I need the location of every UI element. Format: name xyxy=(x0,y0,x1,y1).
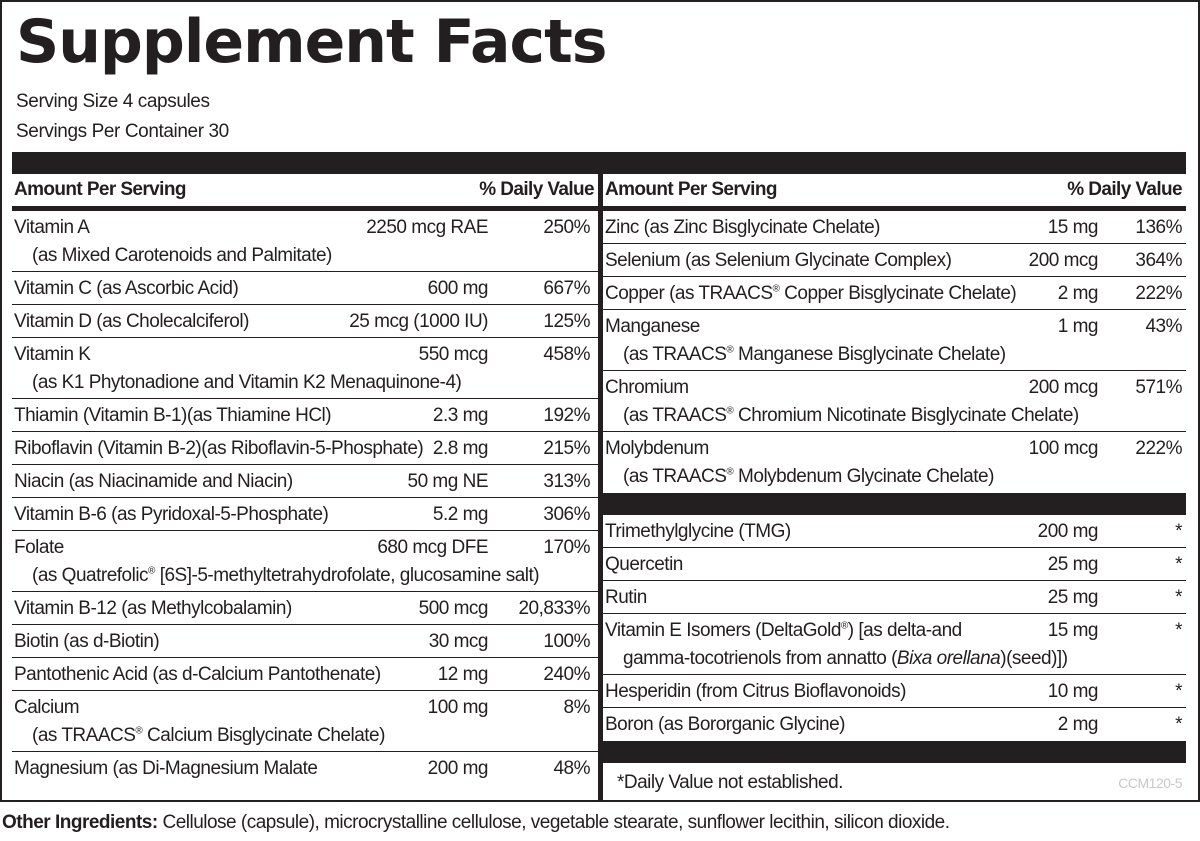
nutrient-amount: 100 mg xyxy=(427,697,488,718)
nutrient-source: (as Mixed Carotenoids and Palmitate) xyxy=(32,245,332,266)
nutrient-daily-value: 364% xyxy=(1135,250,1182,271)
right-column xyxy=(603,174,1186,799)
nutrient-row xyxy=(603,708,1186,741)
nutrient-name: Pantothenic Acid (as d-Calcium Pantothenate) xyxy=(14,664,381,685)
nutrient-name: Rutin xyxy=(605,587,647,608)
nutrient-name: Hesperidin (from Citrus Bioflavonoids) xyxy=(605,681,906,702)
nutrient-amount: 500 mcg xyxy=(418,598,488,619)
other-ingredients-text: Cellulose (capsule), microcrystalline cellulose, vegetable stearate, sunflower lecithin, silicon dioxide. xyxy=(162,812,950,833)
nutrient-row xyxy=(12,211,598,272)
nutrient-daily-value: 215% xyxy=(543,438,590,459)
nutrient-name: Vitamin A xyxy=(14,217,90,238)
nutrient-row xyxy=(12,691,598,752)
daily-value-heading: % Daily Value xyxy=(479,179,594,200)
nutrient-daily-value: 48% xyxy=(553,758,590,779)
nutrient-daily-value: * xyxy=(1175,714,1182,735)
nutrient-row xyxy=(12,272,598,305)
other-nutrient-list xyxy=(603,515,1186,741)
nutrient-daily-value: 222% xyxy=(1135,283,1182,304)
nutrient-amount: 5.2 mg xyxy=(432,504,488,525)
nutrient-daily-value: 20,833% xyxy=(518,598,590,619)
nutrient-row xyxy=(603,515,1186,548)
nutrient-daily-value: 192% xyxy=(543,405,590,426)
nutrient-amount: 12 mg xyxy=(437,664,488,685)
nutrient-amount: 15 mg xyxy=(1047,217,1098,238)
nutrient-name: Zinc (as Zinc Bisglycinate Chelate) xyxy=(605,217,880,238)
nutrient-amount: 2 mg xyxy=(1057,714,1098,735)
nutrient-row xyxy=(603,675,1186,708)
nutrient-row xyxy=(12,625,598,658)
nutrient-amount: 25 mcg (1000 IU) xyxy=(349,311,488,332)
nutrient-amount: 10 mg xyxy=(1047,681,1098,702)
nutrient-amount: 200 mg xyxy=(427,758,488,779)
daily-value-heading: % Daily Value xyxy=(1067,179,1182,200)
nutrient-daily-value: * xyxy=(1175,681,1182,702)
panel-title: Supplement Facts xyxy=(16,7,607,77)
product-code: CCM120-5 xyxy=(1118,775,1182,791)
nutrient-row xyxy=(603,211,1186,244)
nutrient-name: Vitamin K xyxy=(14,344,91,365)
nutrient-source: (as K1 Phytonadione and Vitamin K2 Menaquinone-4) xyxy=(32,372,462,393)
nutrient-row xyxy=(603,581,1186,614)
nutrient-row xyxy=(603,244,1186,277)
nutrient-amount: 1 mg xyxy=(1057,316,1098,337)
other-ingredients xyxy=(2,810,950,836)
amount-per-serving-heading: Amount Per Serving xyxy=(14,179,186,200)
nutrient-daily-value: 8% xyxy=(563,697,590,718)
nutrient-amount: 100 mcg xyxy=(1028,438,1098,459)
nutrient-row xyxy=(12,592,598,625)
nutrient-row xyxy=(603,310,1186,371)
nutrient-amount: 200 mg xyxy=(1037,521,1098,542)
nutrient-row xyxy=(603,371,1186,432)
left-nutrient-list xyxy=(12,211,598,785)
nutrient-daily-value: 100% xyxy=(543,631,590,652)
nutrient-name: Vitamin E Isomers (DeltaGold®) [as delta-and xyxy=(605,620,962,641)
nutrient-amount: 680 mcg DFE xyxy=(377,537,488,558)
nutrient-row xyxy=(12,399,598,432)
nutrient-source: (as TRAACS® Molybdenum Glycinate Chelate) xyxy=(623,466,994,487)
nutrient-amount: 50 mg NE xyxy=(407,471,488,492)
footnote xyxy=(603,763,1186,799)
other-ingredients-label: Other Ingredients: xyxy=(2,812,158,833)
nutrient-name: Quercetin xyxy=(605,554,683,575)
nutrient-amount: 2.8 mg xyxy=(432,438,488,459)
nutrient-row xyxy=(12,465,598,498)
nutrient-daily-value: 222% xyxy=(1135,438,1182,459)
nutrient-name: Trimethylglycine (TMG) xyxy=(605,521,791,542)
right-column-header xyxy=(603,174,1186,211)
serving-size: Serving Size 4 capsules xyxy=(16,91,210,112)
section-separator-bar xyxy=(603,493,1186,515)
footnote-text: *Daily Value not established. xyxy=(617,772,843,793)
nutrient-name: Biotin (as d-Biotin) xyxy=(14,631,160,652)
amount-per-serving-heading: Amount Per Serving xyxy=(605,179,777,200)
nutrient-daily-value: 43% xyxy=(1145,316,1182,337)
nutrient-name: Calcium xyxy=(14,697,80,718)
nutrient-amount: 2 mg xyxy=(1057,283,1098,304)
nutrient-row xyxy=(12,305,598,338)
nutrient-name: Vitamin C (as Ascorbic Acid) xyxy=(14,278,239,299)
footnote-separator-bar xyxy=(603,741,1186,763)
nutrient-daily-value: 667% xyxy=(543,278,590,299)
nutrient-amount: 25 mg xyxy=(1047,554,1098,575)
nutrient-amount: 600 mg xyxy=(427,278,488,299)
nutrient-row xyxy=(603,548,1186,581)
nutrient-amount: 200 mcg xyxy=(1028,377,1098,398)
nutrient-daily-value: 458% xyxy=(543,344,590,365)
nutrient-name: Riboflavin (Vitamin B-2)(as Riboflavin-5-Phosphate) xyxy=(14,438,424,459)
nutrient-daily-value: 306% xyxy=(543,504,590,525)
nutrient-row xyxy=(12,498,598,531)
nutrient-row xyxy=(12,338,598,399)
nutrient-daily-value: * xyxy=(1175,587,1182,608)
nutrient-name: Folate xyxy=(14,537,64,558)
nutrient-name: Chromium xyxy=(605,377,689,398)
nutrient-name: Vitamin B-12 (as Methylcobalamin) xyxy=(14,598,292,619)
nutrient-daily-value: 240% xyxy=(543,664,590,685)
nutrient-daily-value: * xyxy=(1175,521,1182,542)
nutrient-amount: 25 mg xyxy=(1047,587,1098,608)
nutrient-daily-value: 313% xyxy=(543,471,590,492)
nutrient-amount: 2250 mcg RAE xyxy=(366,217,488,238)
nutrient-name: Thiamin (Vitamin B-1)(as Thiamine HCl) xyxy=(14,405,332,426)
nutrient-amount: 30 mcg xyxy=(428,631,488,652)
nutrient-row xyxy=(603,432,1186,493)
nutrient-amount: 200 mcg xyxy=(1028,250,1098,271)
nutrient-name: Vitamin B-6 (as Pyridoxal-5-Phosphate) xyxy=(14,504,329,525)
nutrient-daily-value: 125% xyxy=(543,311,590,332)
nutrient-source: (as TRAACS® Chromium Nicotinate Bisglycinate Chelate) xyxy=(623,405,1079,426)
nutrient-name: Manganese xyxy=(605,316,700,337)
nutrient-row xyxy=(12,658,598,691)
nutrient-source: gamma-tocotrienols from annatto (Bixa orellana)(seed)]) xyxy=(623,648,1068,669)
nutrient-amount: 15 mg xyxy=(1047,620,1098,641)
nutrient-row xyxy=(12,432,598,465)
nutrient-name: Molybdenum xyxy=(605,438,709,459)
servings-per-container: Servings Per Container 30 xyxy=(16,121,229,142)
nutrient-daily-value: 571% xyxy=(1135,377,1182,398)
left-column-header xyxy=(12,174,598,211)
nutrient-row xyxy=(12,531,598,592)
nutrient-name: Magnesium (as Di-Magnesium Malate xyxy=(14,758,318,779)
nutrient-daily-value: * xyxy=(1175,620,1182,641)
nutrient-name: Selenium (as Selenium Glycinate Complex) xyxy=(605,250,952,271)
nutrient-daily-value: * xyxy=(1175,554,1182,575)
left-column xyxy=(12,174,598,785)
nutrient-row xyxy=(603,614,1186,675)
nutrient-row xyxy=(12,752,598,785)
nutrient-amount: 550 mcg xyxy=(418,344,488,365)
nutrient-daily-value: 136% xyxy=(1135,217,1182,238)
nutrient-name: Niacin (as Niacinamide and Niacin) xyxy=(14,471,293,492)
nutrient-source: (as Quatrefolic® [6S]-5-methyltetrahydrofolate, glucosamine salt) xyxy=(32,565,540,586)
nutrient-amount: 2.3 mg xyxy=(432,405,488,426)
nutrient-row xyxy=(603,277,1186,310)
nutrient-source: (as TRAACS® Manganese Bisglycinate Chelate) xyxy=(623,344,1006,365)
right-nutrient-list xyxy=(603,211,1186,493)
nutrient-name: Boron (as Bororganic Glycine) xyxy=(605,714,845,735)
nutrient-source: (as TRAACS® Calcium Bisglycinate Chelate) xyxy=(32,725,385,746)
nutrient-daily-value: 250% xyxy=(543,217,590,238)
nutrient-daily-value: 170% xyxy=(543,537,590,558)
nutrient-name: Vitamin D (as Cholecalciferol) xyxy=(14,311,249,332)
nutrient-name: Copper (as TRAACS® Copper Bisglycinate Chelate) xyxy=(605,283,1017,304)
